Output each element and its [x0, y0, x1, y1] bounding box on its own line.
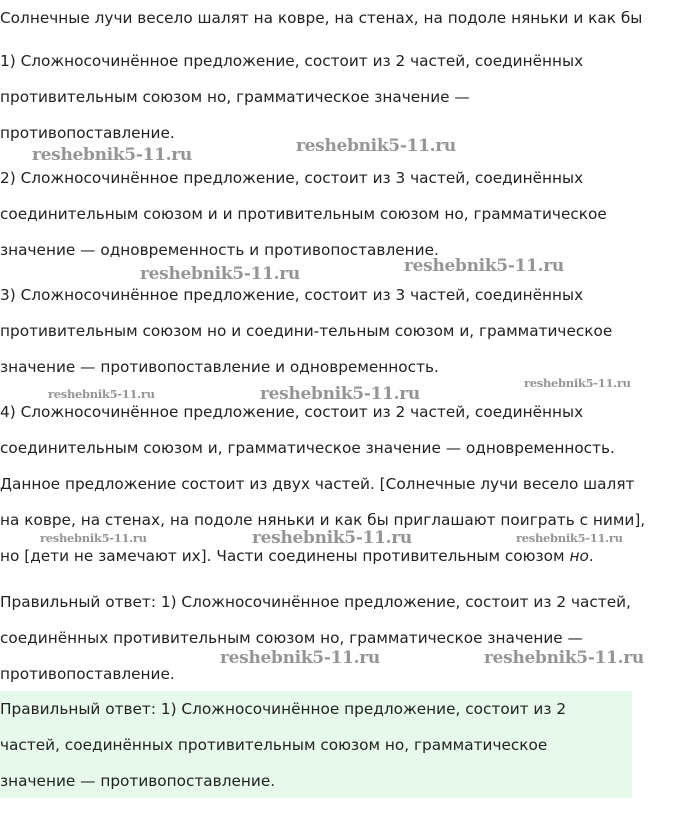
option-3-line-1: 3) Сложносочинённое предложение, состоит из 3 частей, соединённых: [0, 286, 584, 304]
option-4-line-1: 4) Сложносочинённое предложение, состоит из 2 частей, соединённых: [0, 403, 584, 421]
option-2-line-2: соединительным союзом и и противительным союзом но, грамматическое: [0, 205, 607, 223]
answer-2-line-3: значение — противопоставление.: [0, 772, 276, 790]
option-1-line-3: противопоставление.: [0, 124, 175, 142]
watermark: reshebnik5-11.ru: [484, 648, 644, 668]
watermark: reshebnik5-11.ru: [524, 376, 631, 390]
option-1-line-2: противительным союзом но, грамматическое значение —: [0, 88, 470, 106]
option-4-line-2: соединительным союзом и, грамматическое значение — одновременность.: [0, 439, 615, 457]
explanation-line-2: на ковре, на стенах, на подоле няньки и как бы приглашают поиграть с ними],: [0, 511, 646, 529]
option-3-line-3: значение — противопоставление и одновременность.: [0, 358, 439, 376]
option-3-line-2: противительным союзом но и соедини-тельным союзом и, грамматическое: [0, 322, 613, 340]
explanation-line-1: Данное предложение состоит из двух частей. [Солнечные лучи весело шалят: [0, 475, 635, 493]
explanation-line-3: [0, 546, 594, 566]
watermark: reshebnik5-11.ru: [252, 528, 412, 548]
watermark: reshebnik5-11.ru: [260, 384, 420, 404]
watermark: reshebnik5-11.ru: [32, 145, 192, 165]
watermark: reshebnik5-11.ru: [296, 136, 456, 156]
option-1-line-1: 1) Сложносочинённое предложение, состоит из 2 частей, соединённых: [0, 52, 584, 70]
explanation-period: .: [588, 547, 594, 565]
watermark: reshebnik5-11.ru: [48, 387, 155, 401]
watermark: reshebnik5-11.ru: [40, 531, 147, 545]
explanation-text: но [дети не замечают их]. Части соединены противительным союзом: [0, 547, 570, 565]
watermark: reshebnik5-11.ru: [516, 531, 623, 545]
answer-2-line-2: частей, соединённых противительным союзом но, грамматическое: [0, 736, 548, 754]
answer-1-line-3: противопоставление.: [0, 665, 175, 683]
watermark: reshebnik5-11.ru: [140, 264, 300, 284]
explanation-conjunction: но: [569, 547, 589, 565]
watermark: reshebnik5-11.ru: [404, 256, 564, 276]
answer-1-line-2: соединённых противительным союзом но, грамматическое значение —: [0, 629, 583, 647]
answer-1-line-1: Правильный ответ: 1) Сложносочинённое предложение, состоит из 2 частей,: [0, 593, 631, 611]
task-sentence: Солнечные лучи весело шалят на ковре, на стенах, на подоле няньки и как бы: [0, 9, 643, 27]
watermark: reshebnik5-11.ru: [220, 648, 380, 668]
option-2-line-3: значение — одновременность и противопоставление.: [0, 241, 439, 259]
answer-2-line-1: Правильный ответ: 1) Сложносочинённое предложение, состоит из 2: [0, 700, 567, 718]
option-2-line-1: 2) Сложносочинённое предложение, состоит из 3 частей, соединённых: [0, 169, 584, 187]
